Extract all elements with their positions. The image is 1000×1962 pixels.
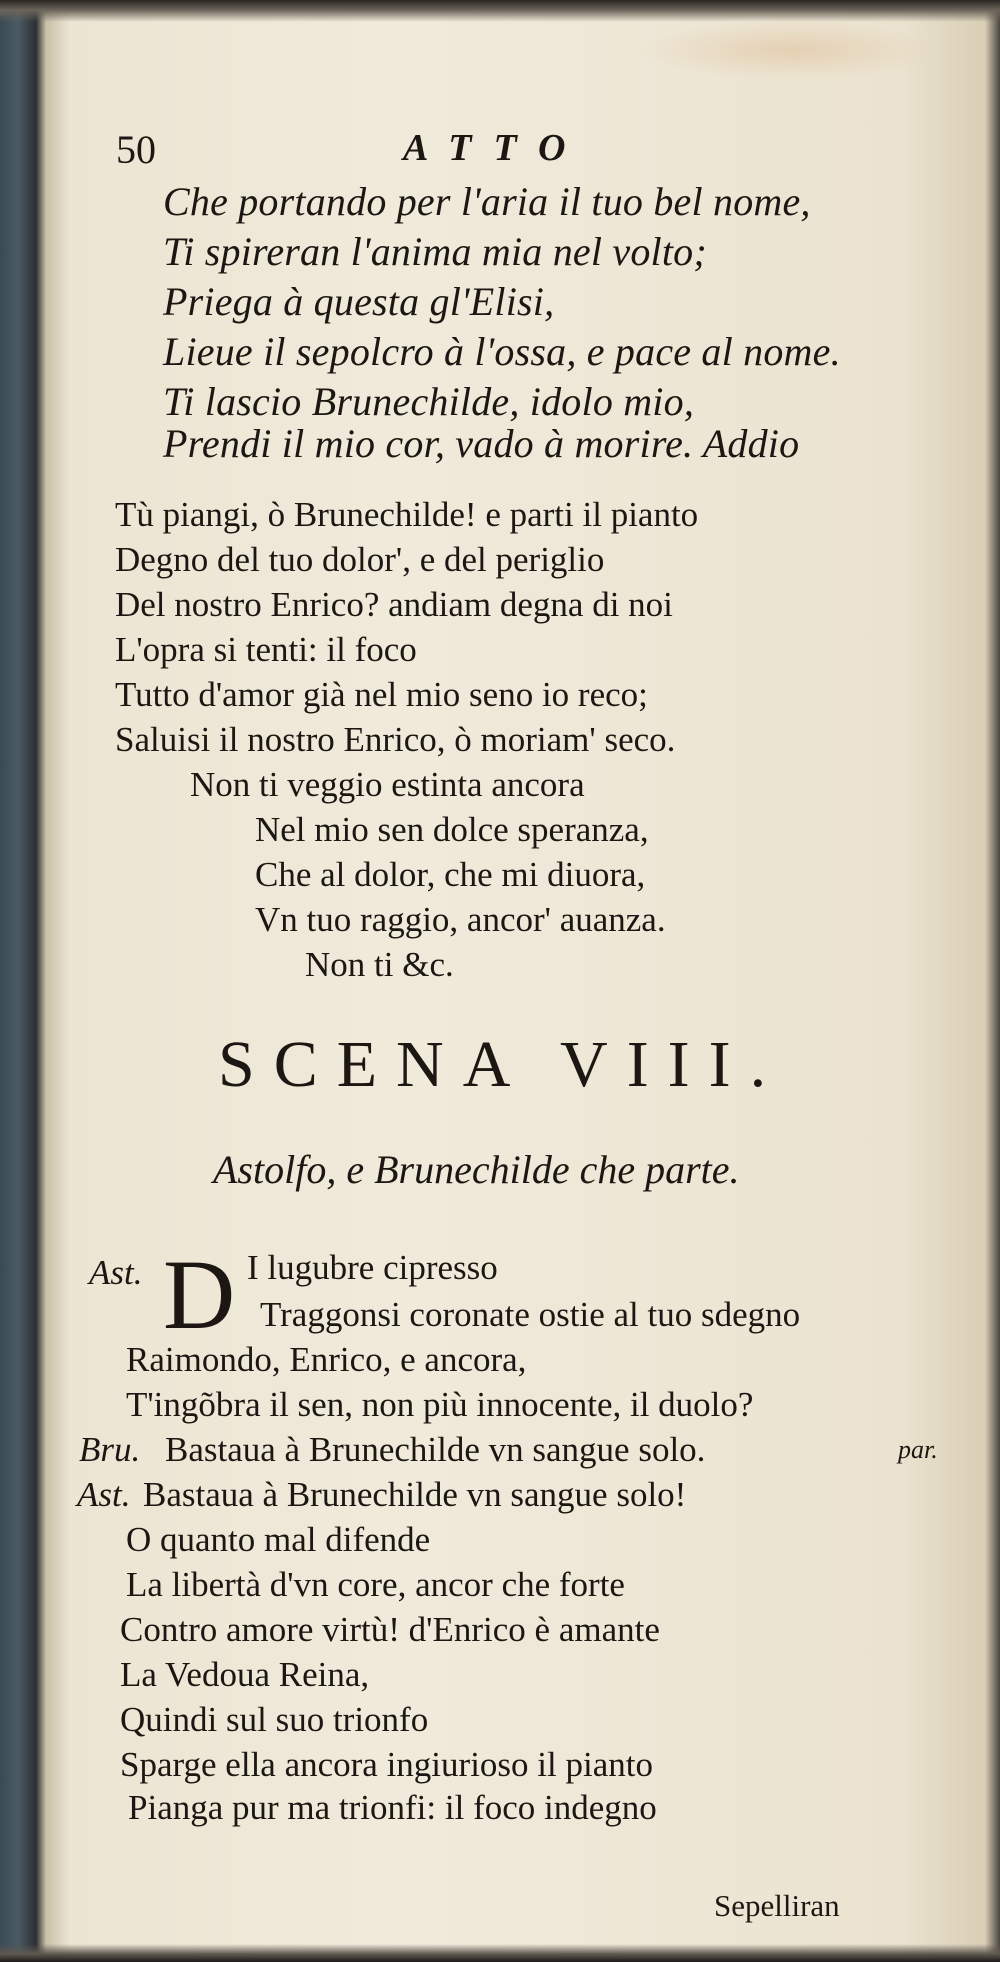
song-line: Non ti &c. (305, 945, 454, 984)
song-line: Non ti veggio estinta ancora (190, 765, 585, 804)
speech-line: Degno del tuo dolor', e del periglio (115, 540, 605, 579)
scene-characters: Astolfo, e Brunechilde che parte. (213, 1147, 740, 1192)
aria-line: Prendi il mio cor, vado à morire. Addio (163, 421, 800, 466)
speaker-abbrev: Ast. (77, 1475, 131, 1514)
song-line: Nel mio sen dolce speranza, (255, 810, 649, 849)
scene-heading: SCENA VIII. (218, 1028, 786, 1101)
drop-cap: D (163, 1239, 236, 1350)
dialogue-line: Pianga pur ma trionfi: il foco indegno (128, 1788, 657, 1827)
aria-line: Ti spireran l'anima mia nel volto; (163, 229, 707, 274)
speech-line: Saluisi il nostro Enrico, ò moriam' seco. (115, 720, 676, 759)
stage-direction: par. (898, 1435, 938, 1464)
aria-line: Priega à questa gl'Elisi, (163, 279, 555, 324)
speech-line: L'opra si tenti: il foco (115, 630, 417, 669)
speaker-abbrev: Bru. (79, 1430, 141, 1469)
speaker-abbrev: Ast. (89, 1253, 143, 1292)
dialogue-line: Contro amore virtù! d'Enrico è amante (120, 1610, 660, 1649)
page-top-edge (0, 0, 1000, 22)
catchword: Sepelliran (714, 1888, 840, 1923)
dialogue-line: O quanto mal difende (126, 1520, 431, 1559)
speech-line: Tù piangi, ò Brunechilde! e parti il pianto (115, 495, 699, 534)
dialogue-line: T'ingõbra il sen, non più innocente, il duolo? (126, 1385, 754, 1424)
dialogue-line: Quindi sul suo trionfo (120, 1700, 429, 1739)
dialogue-line: Raimondo, Enrico, e ancora, (126, 1340, 527, 1379)
dialogue-line: Sparge ella ancora ingiurioso il pianto (120, 1745, 653, 1784)
paper-stain (640, 20, 940, 80)
running-head: ATTO (403, 127, 588, 169)
dialogue-line: Bastaua à Brunechilde vn sangue solo. (165, 1430, 706, 1469)
dialogue-line: Bastaua à Brunechilde vn sangue solo! (143, 1475, 687, 1514)
dialogue-line: I lugubre cipresso (247, 1248, 498, 1287)
speech-line: Del nostro Enrico? andiam degna di noi (115, 585, 673, 624)
song-line: Che al dolor, che mi diuora, (255, 855, 646, 894)
dialogue-line: Traggonsi coronate ostie al tuo sdegno (260, 1295, 801, 1334)
aria-line: Ti lascio Brunechilde, idolo mio, (163, 379, 695, 424)
aria-line: Che portando per l'aria il tuo bel nome, (163, 179, 811, 224)
dialogue-line: La libertà d'vn core, ancor che forte (126, 1565, 625, 1604)
dialogue-line: La Vedoua Reina, (120, 1655, 370, 1694)
page-bottom-edge (0, 1944, 1000, 1962)
page-number: 50 (116, 127, 156, 172)
speech-line: Tutto d'amor già nel mio seno io reco; (115, 675, 648, 714)
aria-line: Lieue il sepolcro à l'ossa, e pace al nome. (163, 329, 841, 374)
song-line: Vn tuo raggio, ancor' auanza. (255, 900, 666, 939)
